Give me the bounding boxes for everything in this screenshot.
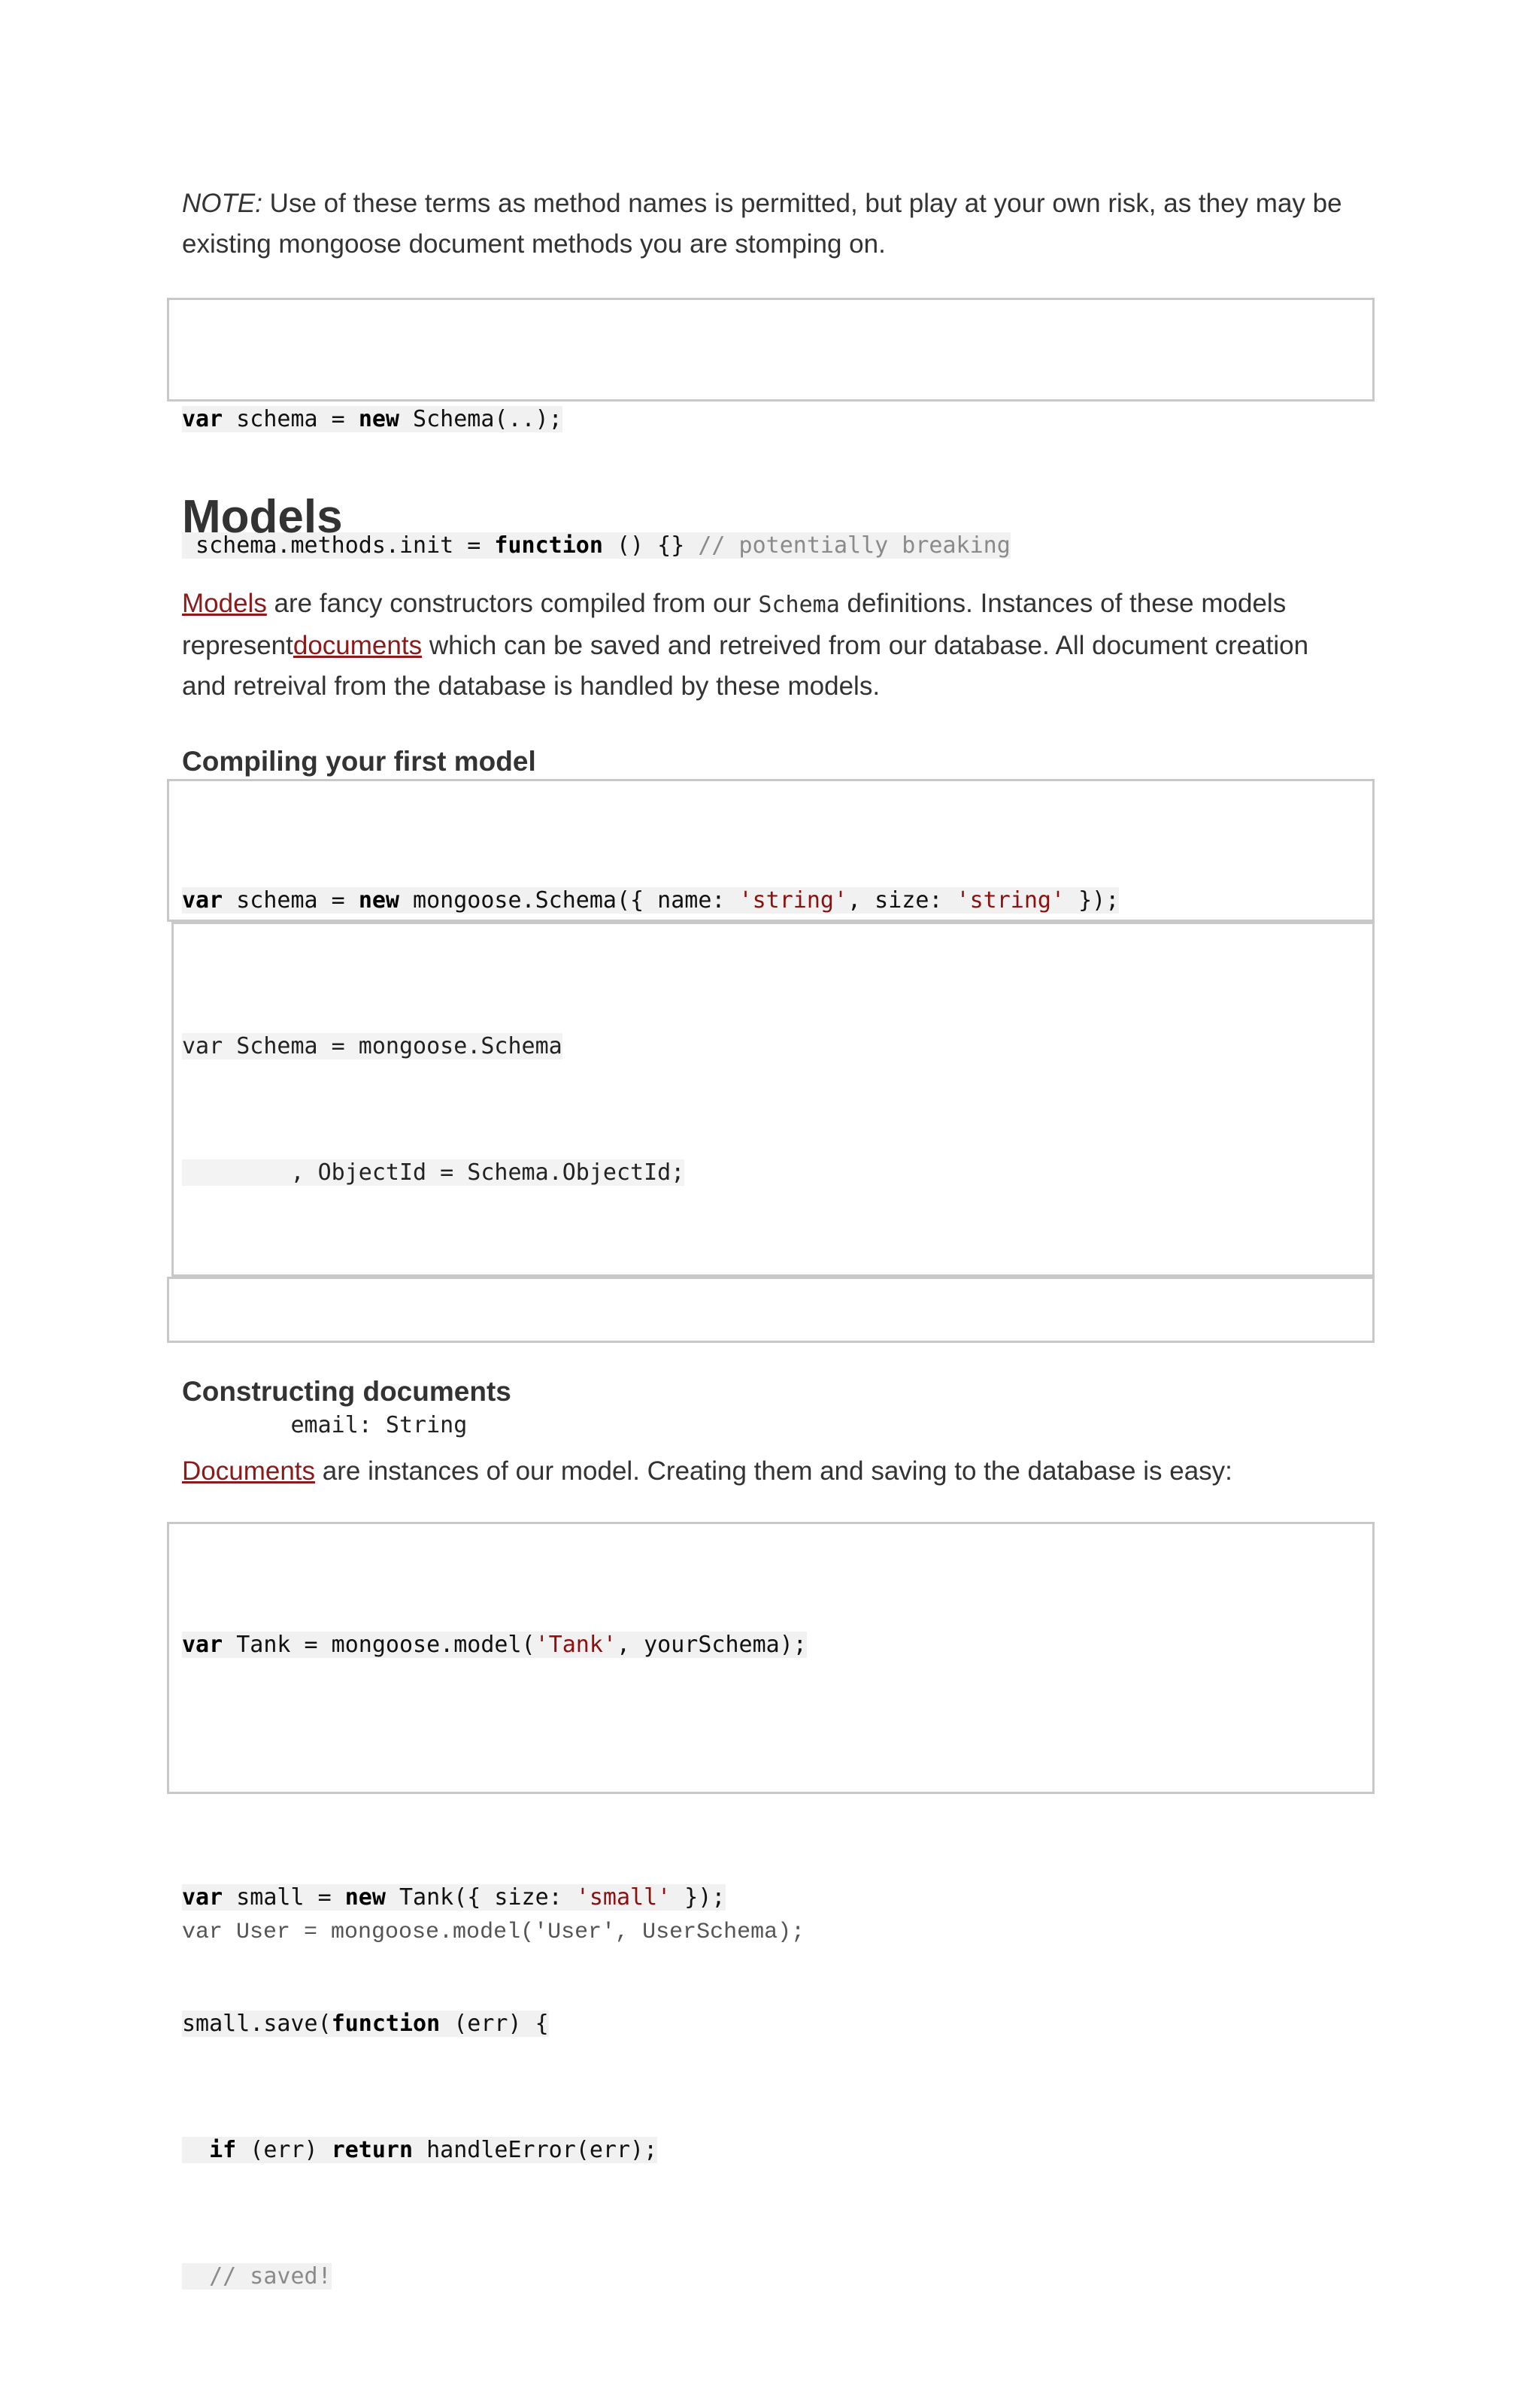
code-block-constructing xyxy=(182,1540,807,2382)
code-line: var schema = new Schema(..); xyxy=(182,406,562,432)
documents-link[interactable]: documents xyxy=(293,631,423,660)
models-paragraph: Models are fancy constructors compiled from our Schema definitions. Instances of these models representdocuments which can be saved and retreived from our database. All document creation and retreival from the database is handled by these models. xyxy=(182,589,1309,701)
code-line: , ObjectId = Schema.ObjectId; xyxy=(182,1159,685,1186)
constructing-heading: Constructing documents xyxy=(182,1376,511,1407)
documents-link-2[interactable]: Documents xyxy=(182,1456,316,1486)
inline-code-schema: Schema xyxy=(758,592,840,618)
code-line: email: String xyxy=(182,1412,468,1438)
constructing-paragraph: Documents are instances of our model. Creating them and saving to the database is easy: xyxy=(182,1456,1232,1486)
code-line: var schema = new mongoose.Schema({ name: 'string', size: 'string' }); xyxy=(182,887,1120,914)
note-label: NOTE: xyxy=(182,189,262,218)
code-line: var Schema = mongoose.Schema xyxy=(182,1033,562,1059)
note-paragraph xyxy=(182,183,1370,265)
empty-code-box xyxy=(167,1277,1375,1343)
code-line: var User = mongoose.model('User', UserSchema); xyxy=(182,1920,805,1945)
note-text-line1: Use of these terms as method names is permitted, but play at your own risk, as they may be xyxy=(262,189,1342,218)
code-line: var Tank = mongoose.model('Tank', yourSchema); xyxy=(182,1632,807,1658)
note-text-line2: existing mongoose document methods you are stomping on. xyxy=(182,229,886,259)
compiling-heading: Compiling your first model xyxy=(182,746,536,777)
models-link[interactable]: Models xyxy=(182,589,267,618)
models-heading: Models xyxy=(182,491,343,543)
code-line: small.save(function (err) { xyxy=(182,2011,549,2037)
code-line: schema.methods.init = function () {} // potentially breaking xyxy=(182,532,1011,559)
code-line: if (err) return handleError(err); xyxy=(182,2129,807,2171)
code-line: var small = new Tank({ size: 'small' }); xyxy=(182,1884,726,1911)
code-line: // saved! xyxy=(182,2263,332,2290)
